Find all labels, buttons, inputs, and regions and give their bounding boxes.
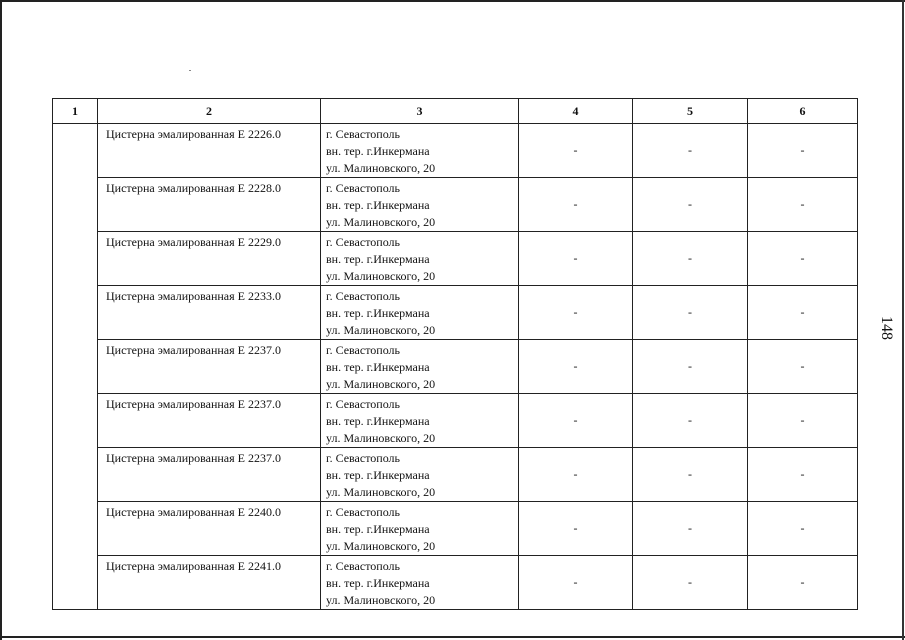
address-cell xyxy=(321,502,519,556)
address-line: г. Севастополь xyxy=(326,343,401,357)
value-cell-c5: - xyxy=(633,232,748,286)
address-line: вн. тер. г.Инкермана xyxy=(326,414,430,428)
value-cell-c6: - xyxy=(748,448,858,502)
address-line: г. Севастополь xyxy=(326,289,401,303)
value-cell-c6: - xyxy=(748,286,858,340)
table-body xyxy=(53,124,858,610)
header-col-1: 1 xyxy=(53,99,98,124)
scan-speck xyxy=(189,70,191,71)
page-number: 148 xyxy=(878,316,895,340)
address-line: ул. Малиновского, 20 xyxy=(326,269,436,283)
item-name-cell: Цистерна эмалированная Е 2237.0 xyxy=(98,448,321,502)
header-col-6: 6 xyxy=(748,99,858,124)
address-line: ул. Малиновского, 20 xyxy=(326,161,436,175)
item-name-cell: Цистерна эмалированная Е 2229.0 xyxy=(98,232,321,286)
address-line: вн. тер. г.Инкермана xyxy=(326,522,430,536)
address-cell xyxy=(321,394,519,448)
table-row xyxy=(53,232,858,286)
table-row xyxy=(53,286,858,340)
header-col-3: 3 xyxy=(321,99,519,124)
table-row xyxy=(53,124,858,178)
address-cell xyxy=(321,232,519,286)
address-line: ул. Малиновского, 20 xyxy=(326,539,436,553)
value-cell-c4: - xyxy=(519,286,633,340)
address-line: вн. тер. г.Инкермана xyxy=(326,360,430,374)
address-line: ул. Малиновского, 20 xyxy=(326,323,436,337)
address-line: ул. Малиновского, 20 xyxy=(326,215,436,229)
value-cell-c5: - xyxy=(633,286,748,340)
value-cell-c4: - xyxy=(519,394,633,448)
value-cell-c4: - xyxy=(519,340,633,394)
address-line: вн. тер. г.Инкермана xyxy=(326,576,430,590)
header-col-2: 2 xyxy=(98,99,321,124)
table-row xyxy=(53,502,858,556)
value-cell-c5: - xyxy=(633,124,748,178)
value-cell-c5: - xyxy=(633,394,748,448)
address-line: г. Севастополь xyxy=(326,397,401,411)
address-line: ул. Малиновского, 20 xyxy=(326,431,436,445)
table-header-row xyxy=(53,99,858,124)
address-cell xyxy=(321,448,519,502)
value-cell-c5: - xyxy=(633,340,748,394)
value-cell-c6: - xyxy=(748,124,858,178)
item-name-cell: Цистерна эмалированная Е 2237.0 xyxy=(98,340,321,394)
address-line: ул. Малиновского, 20 xyxy=(326,593,436,607)
item-name-cell: Цистерна эмалированная Е 2240.0 xyxy=(98,502,321,556)
value-cell-c4: - xyxy=(519,502,633,556)
inventory-table xyxy=(52,98,858,610)
table-row xyxy=(53,178,858,232)
address-line: вн. тер. г.Инкермана xyxy=(326,252,430,266)
value-cell-c6: - xyxy=(748,502,858,556)
value-cell-c4: - xyxy=(519,448,633,502)
address-cell xyxy=(321,286,519,340)
value-cell-c4: - xyxy=(519,556,633,610)
address-line: вн. тер. г.Инкермана xyxy=(326,306,430,320)
item-name-cell: Цистерна эмалированная Е 2233.0 xyxy=(98,286,321,340)
address-cell xyxy=(321,340,519,394)
header-col-5: 5 xyxy=(633,99,748,124)
value-cell-c4: - xyxy=(519,124,633,178)
scan-border-right xyxy=(902,0,904,640)
address-cell xyxy=(321,178,519,232)
header-col-4: 4 xyxy=(519,99,633,124)
value-cell-c5: - xyxy=(633,448,748,502)
value-cell-c6: - xyxy=(748,232,858,286)
value-cell-c6: - xyxy=(748,556,858,610)
value-cell-c5: - xyxy=(633,556,748,610)
address-line: г. Севастополь xyxy=(326,559,401,573)
address-line: ул. Малиновского, 20 xyxy=(326,485,436,499)
item-name-cell: Цистерна эмалированная Е 2237.0 xyxy=(98,394,321,448)
row-number-cell xyxy=(53,124,98,610)
table-row xyxy=(53,394,858,448)
address-cell xyxy=(321,556,519,610)
address-line: г. Севастополь xyxy=(326,505,401,519)
value-cell-c4: - xyxy=(519,232,633,286)
address-line: г. Севастополь xyxy=(326,235,401,249)
item-name-cell: Цистерна эмалированная Е 2226.0 xyxy=(98,124,321,178)
table-row xyxy=(53,448,858,502)
value-cell-c4: - xyxy=(519,178,633,232)
value-cell-c6: - xyxy=(748,340,858,394)
address-line: ул. Малиновского, 20 xyxy=(326,377,436,391)
value-cell-c6: - xyxy=(748,394,858,448)
address-line: г. Севастополь xyxy=(326,451,401,465)
value-cell-c5: - xyxy=(633,178,748,232)
value-cell-c6: - xyxy=(748,178,858,232)
value-cell-c5: - xyxy=(633,502,748,556)
address-line: вн. тер. г.Инкермана xyxy=(326,144,430,158)
table-row xyxy=(53,556,858,610)
address-line: вн. тер. г.Инкермана xyxy=(326,468,430,482)
scan-border-top xyxy=(0,0,905,2)
address-line: г. Севастополь xyxy=(326,181,401,195)
scan-border-left xyxy=(0,0,2,640)
address-cell xyxy=(321,124,519,178)
address-line: г. Севастополь xyxy=(326,127,401,141)
item-name-cell: Цистерна эмалированная Е 2228.0 xyxy=(98,178,321,232)
table-row xyxy=(53,340,858,394)
address-line: вн. тер. г.Инкермана xyxy=(326,198,430,212)
item-name-cell: Цистерна эмалированная Е 2241.0 xyxy=(98,556,321,610)
scan-border-bottom xyxy=(0,636,905,638)
